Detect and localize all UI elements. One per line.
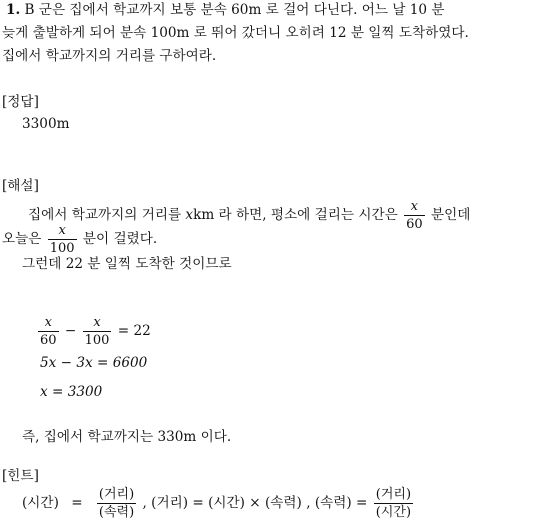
fraction-denominator: (속력) [98, 505, 135, 520]
explanation-line-2 [2, 224, 157, 255]
hint-formulas [22, 488, 415, 519]
fraction-numerator: x [44, 315, 52, 330]
equation-3: x = 3300 [40, 384, 103, 400]
explanation-text-2b: 분이 걸렸다. [82, 231, 158, 247]
answer-label: [정답] [2, 94, 39, 110]
hint-label: [힌트] [2, 468, 39, 484]
equation-1 [36, 316, 151, 347]
hint-lhs-time: (시간) [22, 495, 59, 511]
explanation-text-1c: 분인데 [430, 207, 471, 223]
explanation-text-2a: 오늘은 [2, 231, 42, 247]
equation-2: 5x − 3x = 6600 [40, 355, 148, 371]
fraction-numerator: x [93, 315, 101, 330]
fraction-denominator: 100 [49, 241, 75, 256]
problem-line-1 [6, 4, 445, 18]
explanation-conclusion: 즉, 집에서 학교까지는 330m 이다. [22, 429, 232, 445]
fraction-x-over-60 [404, 200, 425, 231]
explanation-text-1a: 집에서 학교까지의 거리를 [28, 207, 186, 223]
answer-value: 3300m [22, 116, 70, 132]
fraction-numerator: x [410, 199, 418, 214]
fraction-x-over-100 [48, 224, 77, 255]
hint-separator-2: , [306, 495, 311, 511]
hint-distance-formula: (거리) = (시간) × (속력) [151, 495, 302, 511]
hint-fraction-distance-over-time [374, 488, 413, 519]
explanation-text-1b: km 라 하면, 평소에 걸리는 시간은 [193, 207, 398, 223]
equation-fraction-x-over-100 [83, 316, 112, 347]
minus-sign: − [64, 323, 77, 339]
problem-text-1: B 군은 집에서 학교까지 보통 분속 60m 로 걸어 다닌다. 어느 날 10 분 [24, 2, 445, 18]
fraction-numerator: x [58, 223, 66, 238]
hint-fraction-distance-over-speed [97, 488, 136, 519]
fraction-denominator: 60 [406, 217, 423, 232]
problem-line-3: 집에서 학교까지의 거리를 구하여라. [2, 48, 217, 64]
fraction-numerator: (거리) [375, 487, 412, 502]
fraction-denominator: (시간) [375, 505, 412, 520]
equation-rhs: = 22 [117, 323, 151, 339]
hint-equals: = [71, 495, 83, 511]
problem-number: 1. [6, 2, 21, 18]
explanation-line-3: 그런데 22 분 일찍 도착한 것이므로 [22, 256, 232, 272]
fraction-denominator: 100 [84, 333, 110, 348]
fraction-numerator: (거리) [98, 487, 135, 502]
equation-fraction-x-over-60 [38, 316, 59, 347]
fraction-denominator: 60 [40, 333, 57, 348]
explanation-label: [해설] [2, 178, 39, 194]
problem-line-2: 늦게 출발하게 되어 분속 100m 로 뛰어 갔더니 오히려 12 분 일찍 도착하였다. [2, 25, 469, 41]
hint-lhs-speed: (속력) = [314, 495, 368, 511]
variable-x: x [185, 207, 194, 223]
hint-separator-1: , [142, 495, 147, 511]
